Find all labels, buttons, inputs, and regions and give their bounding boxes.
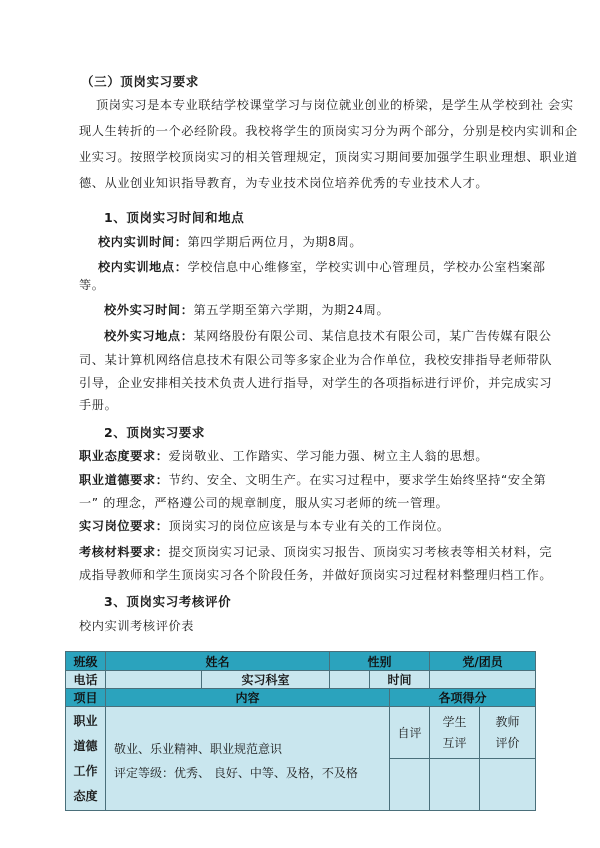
campus-time-paragraph (98, 236, 362, 249)
content-line-1: 敬业、乐业精神、职业规范意识 (114, 741, 283, 756)
content-header: 内容 (106, 689, 390, 707)
peer-eval-line-1: 学生 (442, 714, 467, 729)
intro-line-3: 业实习。按照学校顶岗实习的相关管理规定，顶岗实习期间要加强学生职业理想、职业道 (79, 150, 578, 164)
party-header: 党/团员 (430, 652, 536, 671)
teacher-eval-line-2: 评价 (495, 735, 520, 750)
intro-line-1: 顶岗实习是本专业联结学校课堂学习与岗位就业创业的桥梁，是学生从学校到社 会实 (96, 98, 574, 112)
table-row (66, 652, 536, 671)
attitude-label: 职业态度要求： (79, 449, 169, 463)
offsite-place-paragraph (104, 330, 552, 343)
teacher-eval-line-1: 教师 (495, 714, 520, 729)
material-label: 考核材料要求： (79, 545, 169, 559)
time-value-cell[interactable] (430, 671, 536, 689)
item-label-cell (66, 707, 106, 811)
dept-value-cell[interactable] (330, 671, 370, 689)
material-paragraph (79, 546, 552, 559)
campus-place-paragraph (98, 261, 546, 274)
offsite-time-text: 第五学期至第六学期，为期24周。 (193, 303, 390, 317)
content-line-2: 评定等级：优秀、 良好、中等、及格，不及格 (114, 765, 358, 780)
subheading-time-place: 1、顶岗实习时间和地点 (104, 210, 245, 225)
intro-line-4: 德、从业创业知识指导教育，为专业技术岗位培养优秀的专业技术人才。 (79, 176, 489, 190)
ethics-text: 节约、安全、文明生产。在实习过程中，要求学生始终坚持“安全第 (168, 473, 547, 487)
material-cont: 成指导教师和学生顶岗实习各个阶段任务，并做好顶岗实习过程材料整理归档工作。 (79, 568, 553, 582)
class-header: 班级 (66, 652, 106, 671)
post-label: 实习岗位要求： (79, 519, 169, 533)
subheading-requirements: 2、顶岗实习要求 (104, 425, 205, 440)
peer-eval-score-cell[interactable] (430, 759, 480, 811)
item-label-1: 职业 (73, 713, 98, 728)
post-text: 顶岗实习的岗位应该是与本专业有关的工作岗位。 (168, 519, 450, 533)
time-label: 时间 (370, 671, 430, 689)
scores-header: 各项得分 (390, 689, 536, 707)
post-paragraph (79, 520, 450, 533)
phone-label: 电话 (66, 671, 106, 689)
teacher-eval-score-cell[interactable] (480, 759, 536, 811)
evaluation-table (65, 651, 536, 811)
campus-place-cont: 等。 (79, 278, 105, 292)
item-label-2: 道德 (73, 738, 98, 753)
table-row (66, 707, 536, 759)
table-row (66, 671, 536, 689)
material-text: 提交顶岗实习记录、顶岗实习报告、顶岗实习考核表等相关材料，完 (168, 545, 553, 559)
subheading-evaluation: 3、顶岗实习考核评价 (104, 594, 232, 609)
dept-label: 实习科室 (202, 671, 330, 689)
ethics-label: 职业道德要求： (79, 473, 169, 487)
offsite-place-label: 校外实习地点： (104, 329, 194, 343)
campus-place-label: 校内实训地点： (98, 260, 188, 274)
offsite-time-label: 校外实习时间： (104, 303, 194, 317)
offsite-place-cont-3: 手册。 (79, 398, 118, 412)
phone-value-cell[interactable] (106, 671, 202, 689)
self-eval-score-cell[interactable] (390, 759, 430, 811)
self-eval-header: 自评 (390, 707, 430, 759)
ethics-paragraph (79, 474, 546, 487)
attitude-text: 爱岗敬业、工作踏实、学习能力强、树立主人翁的思想。 (168, 449, 489, 463)
teacher-eval-header (480, 707, 536, 759)
campus-time-text: 第四学期后两位月，为期8周。 (187, 235, 363, 249)
campus-place-text: 学校信息中心维修室，学校实训中心管理员，学校办公室档案部 (187, 260, 546, 274)
offsite-place-cont-2: 引导，企业安排相关技术负责人进行指导，对学生的各项指标进行评价，并完成实习 (79, 376, 553, 390)
item-label-4: 态度 (73, 788, 98, 803)
name-header: 姓名 (106, 652, 330, 671)
gender-header: 性别 (330, 652, 430, 671)
table-caption: 校内实训考核评价表 (79, 619, 195, 633)
peer-eval-header (430, 707, 480, 759)
intro-line-2: 现人生转折的一个必经阶段。我校将学生的顶岗实习分为两个部分，分别是校内实训和企 (79, 124, 578, 138)
table-row (66, 689, 536, 707)
offsite-place-cont-1: 司、某计算机网络信息技术有限公司等多家企业为合作单位，我校安排指导老师带队 (79, 353, 553, 367)
content-cell (106, 707, 390, 811)
offsite-place-text: 某网络股份有限公司、某信息技术有限公司，某广告传媒有限公 (193, 329, 552, 343)
section-heading: （三）顶岗实习要求 (81, 74, 199, 89)
peer-eval-line-2: 互评 (442, 735, 467, 750)
item-label-3: 工作 (73, 763, 98, 778)
ethics-cont: 一” 的理念，严格遵公司的规章制度，服从实习老师的统一管理。 (79, 496, 449, 510)
item-header: 项目 (66, 689, 106, 707)
campus-time-label: 校内实训时间： (98, 235, 188, 249)
offsite-time-paragraph (104, 304, 389, 317)
attitude-paragraph (79, 450, 488, 463)
